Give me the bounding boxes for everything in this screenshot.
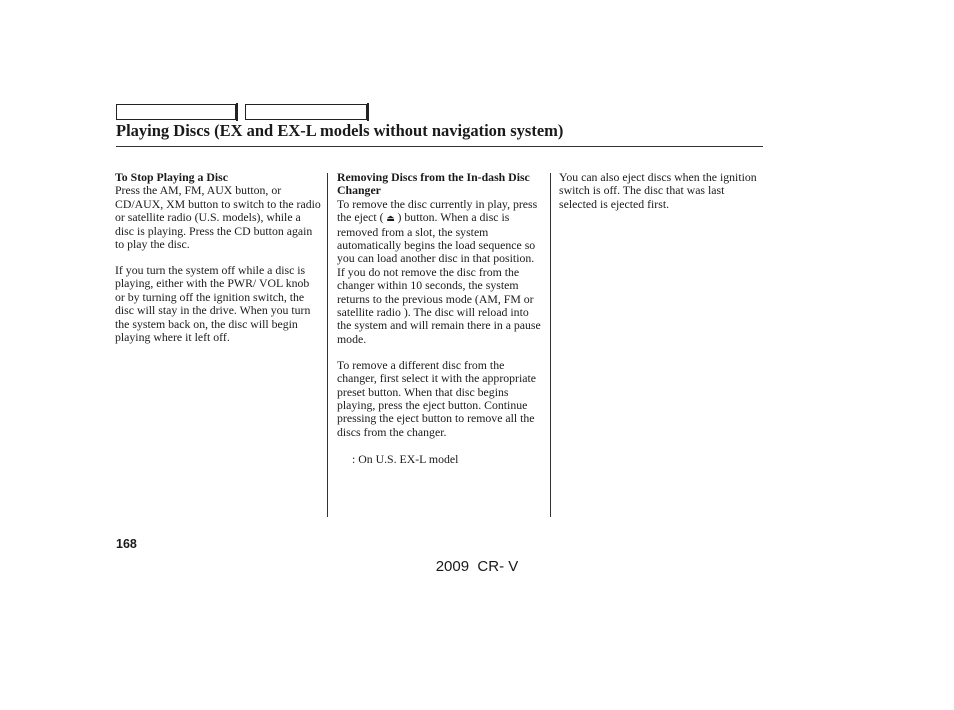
remove-disc-text-a: To remove the disc currently in play, press the eject (	[337, 196, 538, 225]
column-3	[559, 171, 759, 224]
stop-disc-paragraph: Press the AM, FM, AUX button, or CD/AUX, XM button to switch to the radio or satellite radio (U.S. models), while a disc is playing. Press the CD button again to play the disc.	[115, 183, 321, 252]
remove-disc-text-b: ) button. When a disc is removed from a slot, the system automatically begins the load sequence so you can load another disc in that position. If you do not remove the disc from the changer within 10 seconds, the system returns to the previous mode (AM, FM or satellite radio ). The disc will reload into the system and will remain there in a pause mode.	[337, 210, 541, 346]
column-1	[115, 171, 321, 357]
column-divider-2	[550, 173, 551, 517]
page-number: 168	[116, 537, 137, 551]
eject-icon: ⏏	[386, 213, 395, 224]
column-divider-1	[327, 173, 328, 517]
nav-tab-2	[245, 104, 367, 120]
title-rule	[116, 146, 763, 147]
remove-discs-heading: Removing Discs from the In-dash Disc Changer	[337, 170, 530, 198]
power-off-paragraph: If you turn the system off while a disc is playing, either with the PWR/ VOL knob or by turning off the ignition switch, the disc will stay in the drive. When you turn the system back on, the disc will begin playing where it left off.	[115, 262, 311, 344]
nav-tab-1	[116, 104, 236, 120]
model-footer: 2009 CR- V	[435, 558, 519, 575]
eject-ignition-off-paragraph: You can also eject discs when the ignition switch is off. The disc that was last selected is ejected first.	[559, 170, 757, 211]
footnote: : On U.S. EX-L model	[352, 452, 459, 467]
remove-different-disc-paragraph: To remove a different disc from the changer, first select it with the appropriate preset button. When that disc begins playing, press the eject button. Continue pressing the eject button to remove all the discs from the changer.	[337, 357, 537, 439]
stop-disc-heading: To Stop Playing a Disc	[115, 170, 228, 184]
page-title: Playing Discs (EX and EX-L models without navigation system)	[116, 121, 564, 140]
column-2	[337, 171, 543, 467]
remove-disc-paragraph	[337, 198, 543, 346]
